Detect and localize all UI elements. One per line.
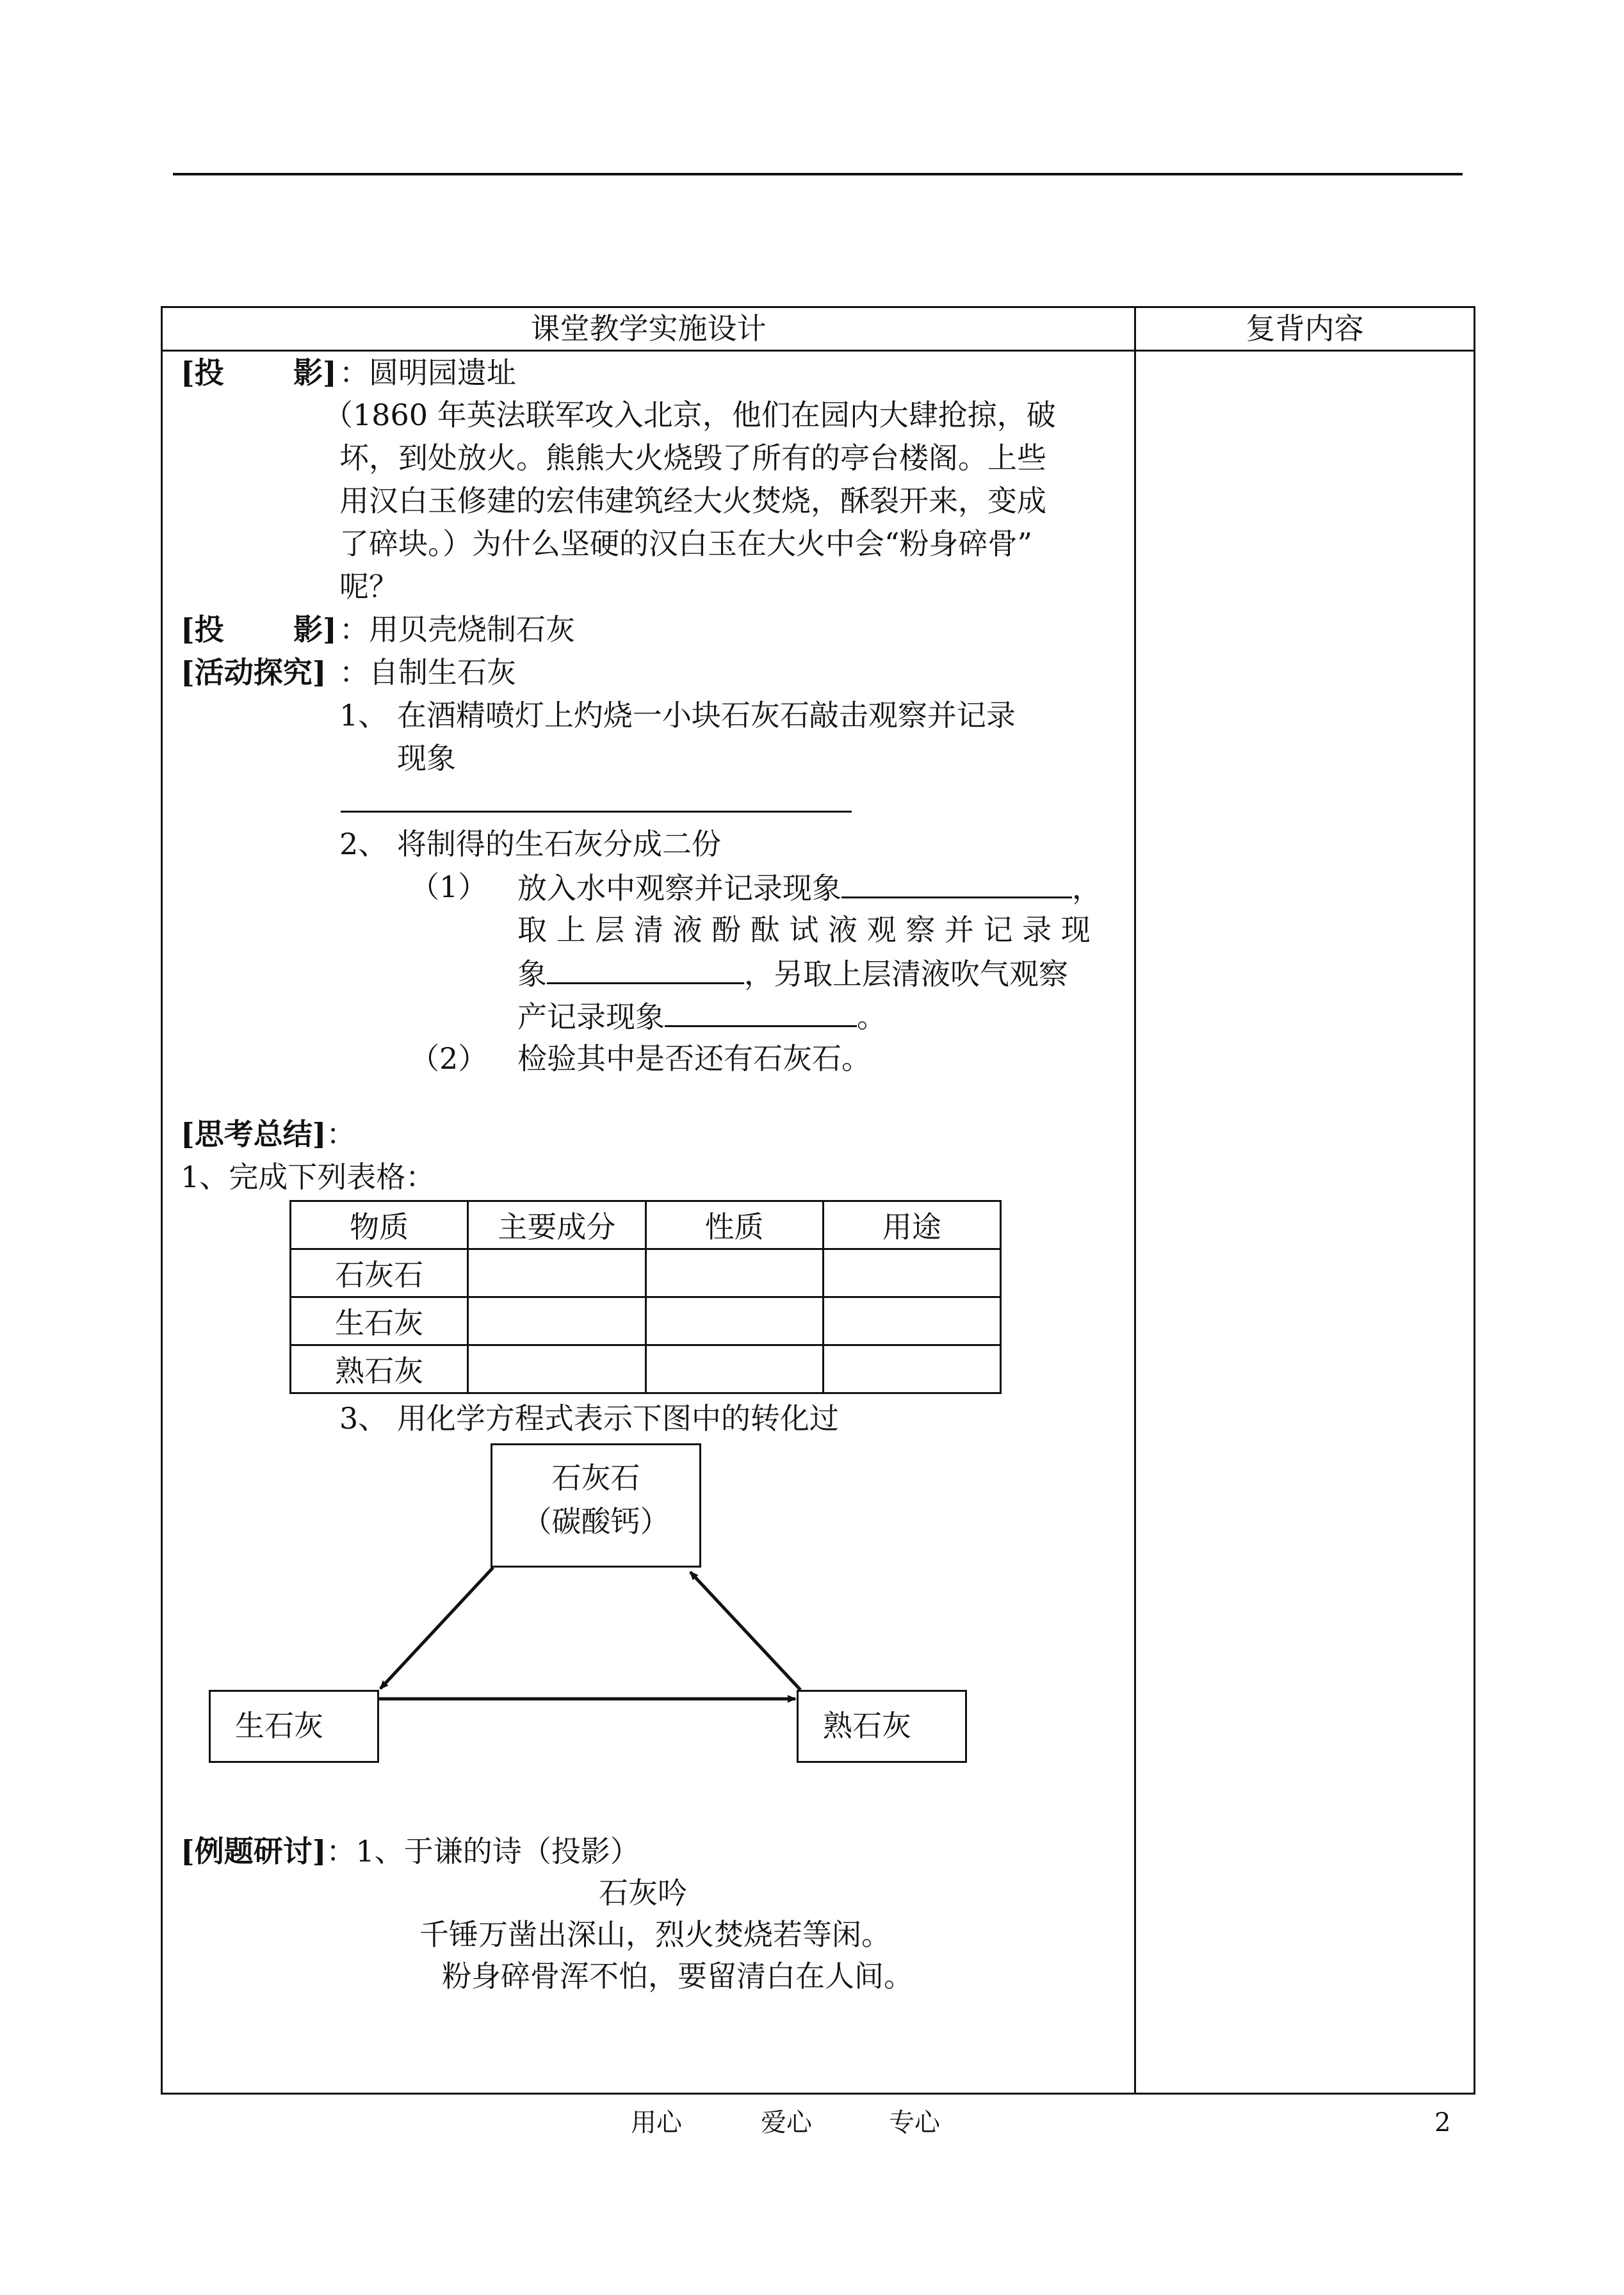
row-name-slaked-lime: 熟石灰	[291, 1345, 468, 1393]
sub1-number: （1）	[410, 870, 488, 904]
activity-step1-line2: 现象	[397, 741, 456, 775]
sub1-line1-text: 放入水中观察并记录现象	[517, 871, 841, 905]
sub1-line2: 取 上 层 清 液 酚 酞 试 液 观 察 并 记 录 现	[517, 912, 1091, 947]
column-header-review: 复背内容	[1246, 311, 1364, 346]
story-line-2: 坏，到处放火。熊熊大火烧毁了所有的亭台楼阁。上些	[339, 441, 1046, 475]
row-name-limestone: 石灰石	[291, 1249, 468, 1297]
activity-label: [活动探究]	[181, 655, 327, 690]
footer-motto-3: 专心	[889, 2108, 940, 2137]
activity-step2: 2、 将制得的生石灰分成二份	[339, 827, 721, 861]
poem-line-2: 粉身碎骨浑不怕，要留清白在人间。	[442, 1959, 913, 1993]
footer-motto-2: 爱心	[761, 2108, 812, 2137]
quicklime-label: 生石灰	[235, 1708, 323, 1743]
example-topic: ：1、于谦的诗（投影）	[326, 1834, 640, 1869]
header-substance: 物质	[291, 1201, 468, 1249]
sub1-line4-end: 。	[857, 1000, 886, 1034]
sub2-text: 检验其中是否还有石灰石。	[517, 1041, 871, 1076]
story-line-4: 了碎块。）为什么坚硬的汉白玉在大火中会“粉身碎骨”	[339, 526, 1033, 561]
projection-topic: ：圆明园遗址	[339, 355, 516, 390]
arrow-slaked-lime-to-limestone	[690, 1572, 800, 1690]
sub1-line1-comma: ，	[1072, 871, 1101, 905]
example-label: [例题研讨]	[181, 1834, 327, 1869]
header-use: 用途	[823, 1201, 1000, 1249]
projection2-label-right: 影]	[293, 612, 337, 647]
column-header-design: 课堂教学实施设计	[530, 311, 767, 346]
calcium-carbonate-label: （碳酸钙）	[522, 1504, 670, 1539]
example-heading	[181, 1831, 640, 1871]
activity-topic: ：自制生石灰	[339, 655, 516, 690]
poem-line-1: 千锤万凿出深山，烈火焚烧若等闲。	[419, 1917, 891, 1952]
summary-item1: 1、完成下列表格：	[181, 1160, 435, 1194]
slaked-lime-label: 熟石灰	[823, 1708, 911, 1743]
row-name-quicklime: 生石灰	[291, 1297, 468, 1345]
limestone-label: 石灰石	[551, 1461, 640, 1495]
story-line-1: （1860 年英法联军攻入北京，他们在园内大肆抢掠，破	[323, 398, 1056, 432]
arrow-limestone-to-quicklime	[380, 1568, 493, 1689]
activity-step1-line1: 1、 在酒精喷灯上灼烧一小块石灰石敲击观察并记录	[339, 698, 1016, 733]
sub1-line3-start: 象	[517, 957, 547, 991]
summary-label: [思考总结]	[181, 1117, 327, 1151]
page-number: 2	[1434, 2108, 1451, 2137]
projection2-label-left: [投	[181, 612, 224, 647]
story-line-5: 呢？	[339, 569, 398, 604]
projection-label-left: [投	[181, 355, 224, 390]
sub1-line4-start: 产记录现象	[517, 1000, 665, 1034]
summary-colon: ：	[326, 1117, 356, 1151]
header-property: 性质	[646, 1201, 823, 1249]
summary-item3: 3、 用化学方程式表示下图中的转化过	[339, 1401, 839, 1436]
sub1-line3-end: ，另取上层清液吹气观察	[744, 957, 1068, 991]
story-line-3: 用汉白玉修建的宏伟建筑经大火焚烧，酥裂开来，变成	[339, 483, 1046, 518]
sub2-number: （2）	[410, 1041, 488, 1076]
footer-motto-1: 用心	[631, 2108, 682, 2137]
poem-title: 石灰吟	[599, 1876, 687, 1910]
projection-label-right: 影]	[293, 355, 337, 390]
header-composition: 主要成分	[468, 1201, 646, 1249]
projection2-topic: ：用贝壳烧制石灰	[339, 612, 575, 647]
